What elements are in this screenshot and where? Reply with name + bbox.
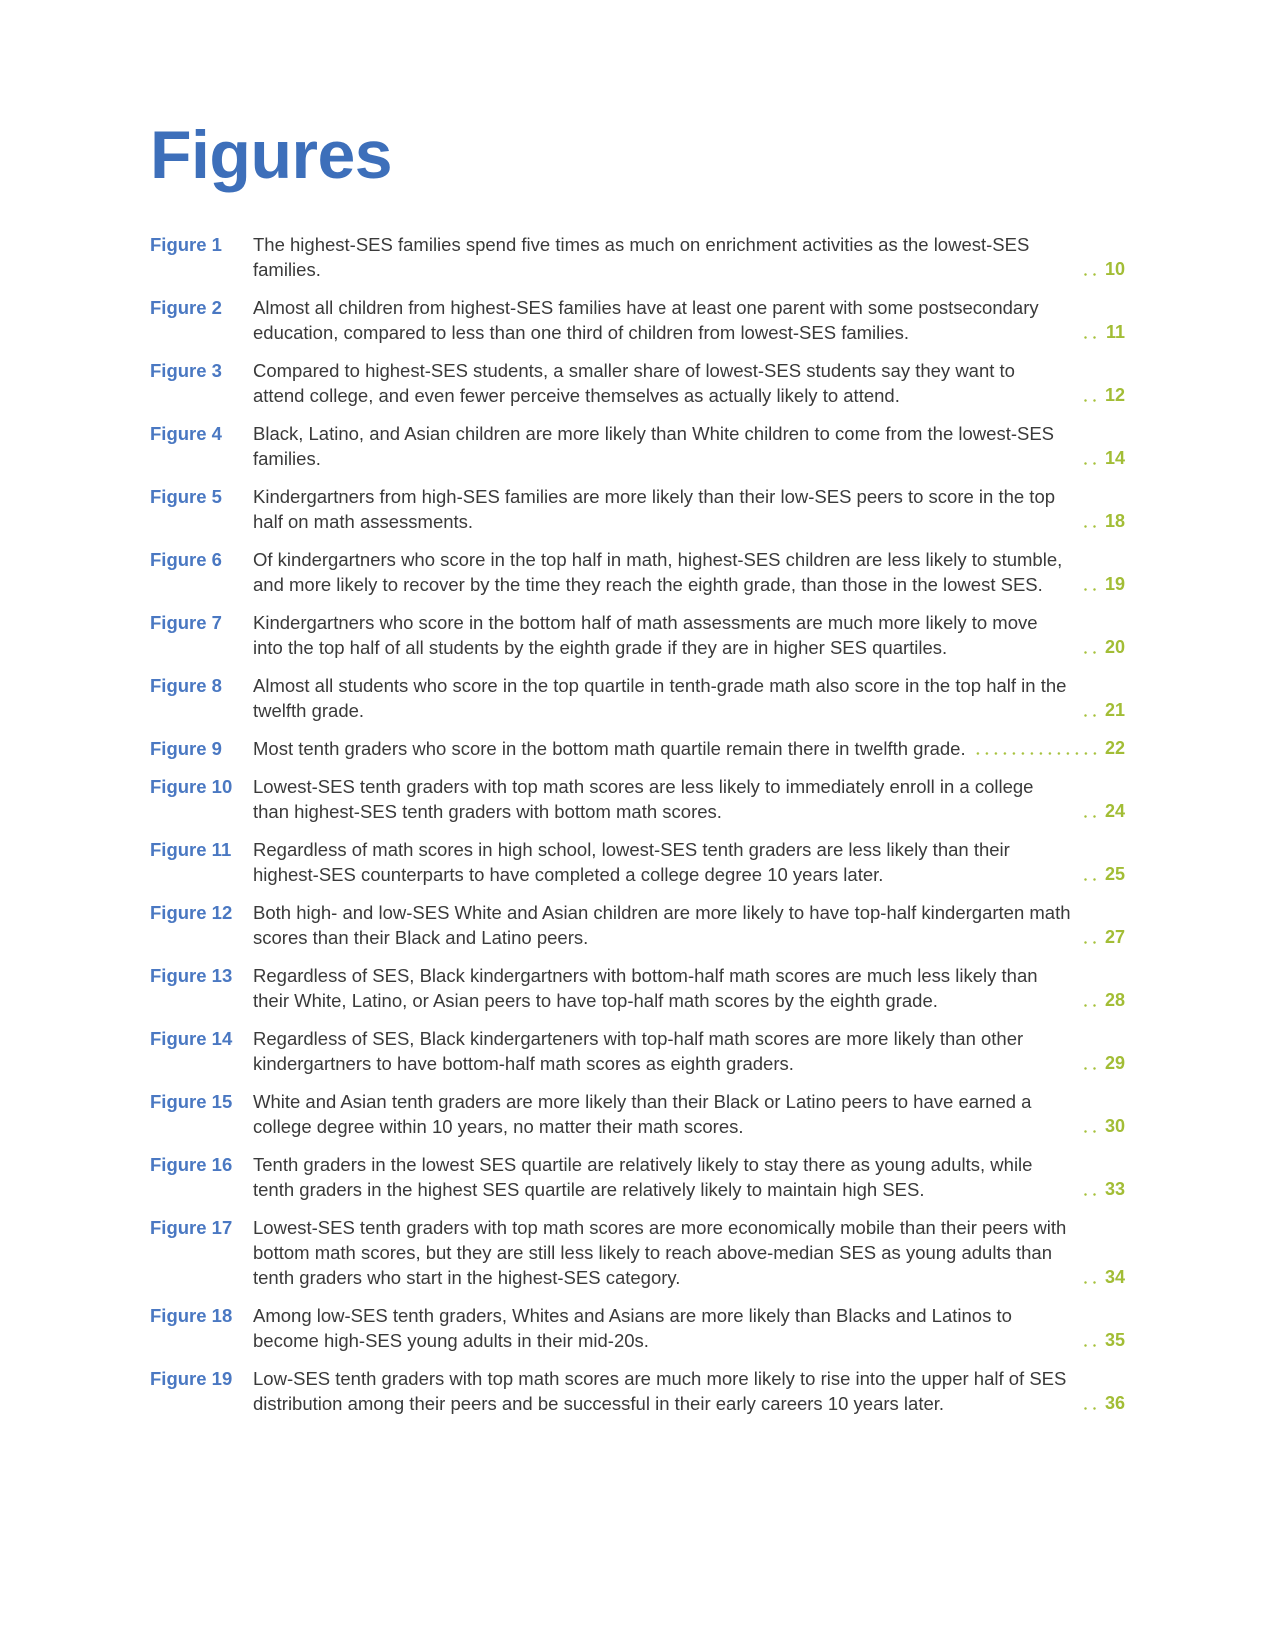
page-number[interactable]: 36 xyxy=(1104,1393,1125,1413)
dot-leader xyxy=(1079,925,1099,950)
figure-caption: White and Asian tenth graders are more likely than their Black or Latino peers to have earned a college degree within 10 years, no matter their math scores. xyxy=(253,1091,1032,1137)
figure-label: Figure 9 xyxy=(150,738,222,759)
figure-label: Figure 14 xyxy=(150,1028,233,1049)
figure-entry-body xyxy=(253,484,1125,534)
page-number[interactable]: 10 xyxy=(1104,259,1125,279)
figure-entry-body xyxy=(253,358,1125,408)
figure-entry-body xyxy=(253,673,1125,723)
dot-leader xyxy=(1079,1265,1099,1290)
page-number[interactable]: 29 xyxy=(1104,1053,1125,1073)
figure-label: Figure 5 xyxy=(150,486,222,507)
figure-entry-body xyxy=(253,547,1125,597)
list-item-figure-12[interactable] xyxy=(150,900,1125,950)
figure-list xyxy=(150,232,1125,1416)
list-item-figure-5[interactable] xyxy=(150,484,1125,534)
figure-caption: Black, Latino, and Asian children are more likely than White children to come from the lowest-SES families. xyxy=(253,423,1055,469)
dot-leader xyxy=(1079,446,1099,471)
figure-caption: Almost all students who score in the top quartile in tenth-grade math also score in the top half in the twelfth grade. xyxy=(253,675,1067,721)
figure-caption: Compared to highest-SES students, a smaller share of lowest-SES students say they want to attend college, and even fewer perceive themselves as actually likely to attend. xyxy=(253,360,1015,406)
list-item-figure-9[interactable] xyxy=(150,736,1125,761)
figure-entry-body xyxy=(253,1366,1125,1416)
figure-entry-body xyxy=(253,1026,1125,1076)
figure-caption: Regardless of math scores in high school, lowest-SES tenth graders are less likely than their highest-SES counterparts to have completed a college degree 10 years later. xyxy=(253,839,1010,885)
figure-label: Figure 12 xyxy=(150,902,233,923)
figure-entry-body xyxy=(253,837,1125,887)
page-number[interactable]: 11 xyxy=(1105,322,1125,342)
list-item-figure-4[interactable] xyxy=(150,421,1125,471)
dot-leader xyxy=(1079,1114,1099,1139)
dot-leader xyxy=(1079,383,1099,408)
list-item-figure-7[interactable] xyxy=(150,610,1125,660)
dot-leader xyxy=(1079,988,1099,1013)
page-number[interactable]: 25 xyxy=(1104,864,1125,884)
figure-entry-body xyxy=(253,295,1125,345)
dot-leader xyxy=(1079,799,1099,824)
figure-label: Figure 15 xyxy=(150,1091,233,1112)
dot-leader xyxy=(1079,572,1099,597)
dot-leader xyxy=(1079,1391,1099,1416)
figure-label: Figure 16 xyxy=(150,1154,233,1175)
list-item-figure-11[interactable] xyxy=(150,837,1125,887)
figure-caption: Almost all children from highest-SES families have at least one parent with some postsecondary education, compared to less than one third of children from lowest-SES families. xyxy=(253,297,1039,343)
figure-entry-body xyxy=(253,421,1125,471)
figure-caption: Of kindergartners who score in the top half in math, highest-SES children are less likely to stumble, and more likely to recover by the time they reach the eighth grade, than those in the lowest SES. xyxy=(253,549,1063,595)
dot-leader xyxy=(1079,1051,1099,1076)
figure-entry-body xyxy=(253,232,1125,282)
dot-leader xyxy=(1079,698,1099,723)
list-item-figure-8[interactable] xyxy=(150,673,1125,723)
list-item-figure-17[interactable] xyxy=(150,1215,1125,1290)
figure-caption: Tenth graders in the lowest SES quartile are relatively likely to stay there as young adults, while tenth graders in the highest SES quartile are relatively likely to maintain high SES. xyxy=(253,1154,1033,1200)
figure-entry-body xyxy=(253,900,1125,950)
page-number[interactable]: 27 xyxy=(1104,927,1125,947)
page-number[interactable]: 28 xyxy=(1104,990,1125,1010)
page-number[interactable]: 24 xyxy=(1104,801,1125,821)
figure-label: Figure 6 xyxy=(150,549,222,570)
figure-caption: Kindergartners who score in the bottom half of math assessments are much more likely to move into the top half of all students by the eighth grade if they are in higher SES quartiles. xyxy=(253,612,1038,658)
dot-leader xyxy=(1079,1328,1099,1353)
figure-label: Figure 3 xyxy=(150,360,222,381)
page-number[interactable]: 19 xyxy=(1104,574,1125,594)
dot-leader xyxy=(1079,257,1099,282)
dot-leader xyxy=(974,736,1099,761)
figure-label: Figure 13 xyxy=(150,965,233,986)
dot-leader xyxy=(1079,509,1099,534)
page-number[interactable]: 33 xyxy=(1104,1179,1125,1199)
figure-caption: The highest-SES families spend five times as much on enrichment activities as the lowest-SES families. xyxy=(253,234,1030,280)
figure-label: Figure 19 xyxy=(150,1368,233,1389)
list-item-figure-19[interactable] xyxy=(150,1366,1125,1416)
dot-leader xyxy=(1079,320,1099,345)
figure-caption: Kindergartners from high-SES families are more likely than their low-SES peers to score in the top half on math assessments. xyxy=(253,486,1056,532)
figure-label: Figure 18 xyxy=(150,1305,233,1326)
dot-leader xyxy=(1079,635,1099,660)
list-item-figure-18[interactable] xyxy=(150,1303,1125,1353)
figure-caption: Most tenth graders who score in the bottom math quartile remain there in twelfth grade. xyxy=(253,738,966,759)
page-number[interactable]: 35 xyxy=(1104,1330,1125,1350)
figure-entry-body xyxy=(253,1152,1125,1202)
page-title: Figures xyxy=(150,117,393,193)
figure-label: Figure 11 xyxy=(150,839,232,860)
figure-entry-body xyxy=(253,774,1125,824)
figure-entry-body xyxy=(253,1303,1125,1353)
figure-entry-body xyxy=(253,1089,1125,1139)
dot-leader xyxy=(1079,1177,1099,1202)
list-item-figure-1[interactable] xyxy=(150,232,1125,282)
page-number[interactable]: 18 xyxy=(1104,511,1125,531)
list-item-figure-16[interactable] xyxy=(150,1152,1125,1202)
page-number[interactable]: 30 xyxy=(1104,1116,1125,1136)
list-item-figure-2[interactable] xyxy=(150,295,1125,345)
figure-caption: Lowest-SES tenth graders with top math scores are more economically mobile than their peers with bottom math scores, but they are still less likely to reach above-median SES as young adults than tenth graders who start in the highest-SES category. xyxy=(253,1217,1067,1288)
figures-page xyxy=(150,110,1125,1429)
figure-caption: Regardless of SES, Black kindergartners with bottom-half math scores are much less likely than their White, Latino, or Asian peers to have top-half math scores by the eighth grade. xyxy=(253,965,1038,1011)
figure-caption: Lowest-SES tenth graders with top math scores are less likely to immediately enroll in a college than highest-SES tenth graders with bottom math scores. xyxy=(253,776,1034,822)
figure-label: Figure 7 xyxy=(150,612,222,633)
page-number[interactable]: 14 xyxy=(1104,448,1125,468)
figure-entry-body xyxy=(253,610,1125,660)
page-number[interactable]: 20 xyxy=(1104,637,1125,657)
list-item-figure-14[interactable] xyxy=(150,1026,1125,1076)
figure-label: Figure 4 xyxy=(150,423,222,444)
figure-entry-body xyxy=(253,1215,1125,1290)
figure-caption: Both high- and low-SES White and Asian children are more likely to have top-half kindergarten math scores than their Black and Latino peers. xyxy=(253,902,1071,948)
list-item-figure-10[interactable] xyxy=(150,774,1125,824)
list-item-figure-13[interactable] xyxy=(150,963,1125,1013)
list-item-figure-3[interactable] xyxy=(150,358,1125,408)
page-number[interactable]: 34 xyxy=(1104,1267,1125,1287)
figure-label: Figure 2 xyxy=(150,297,222,318)
figure-caption: Among low-SES tenth graders, Whites and Asians are more likely than Blacks and Latinos to become high-SES young adults in their mid-20s. xyxy=(253,1305,1012,1351)
figure-label: Figure 8 xyxy=(150,675,222,696)
figure-label: Figure 1 xyxy=(150,234,222,255)
dot-leader xyxy=(1079,862,1099,887)
page-number[interactable]: 12 xyxy=(1104,385,1125,405)
page-number[interactable]: 22 xyxy=(1104,738,1125,758)
figure-caption: Low-SES tenth graders with top math scores are much more likely to rise into the upper half of SES distribution among their peers and be successful in their early careers 10 years later. xyxy=(253,1368,1067,1414)
page-number[interactable]: 21 xyxy=(1104,700,1125,720)
list-item-figure-6[interactable] xyxy=(150,547,1125,597)
figure-label: Figure 17 xyxy=(150,1217,233,1238)
figure-caption: Regardless of SES, Black kindergarteners with top-half math scores are more likely than other kindergartners to have bottom-half math scores as eighth graders. xyxy=(253,1028,1024,1074)
figure-entry-body xyxy=(253,963,1125,1013)
figure-label: Figure 10 xyxy=(150,776,233,797)
figure-entry-body xyxy=(253,736,1125,761)
list-item-figure-15[interactable] xyxy=(150,1089,1125,1139)
